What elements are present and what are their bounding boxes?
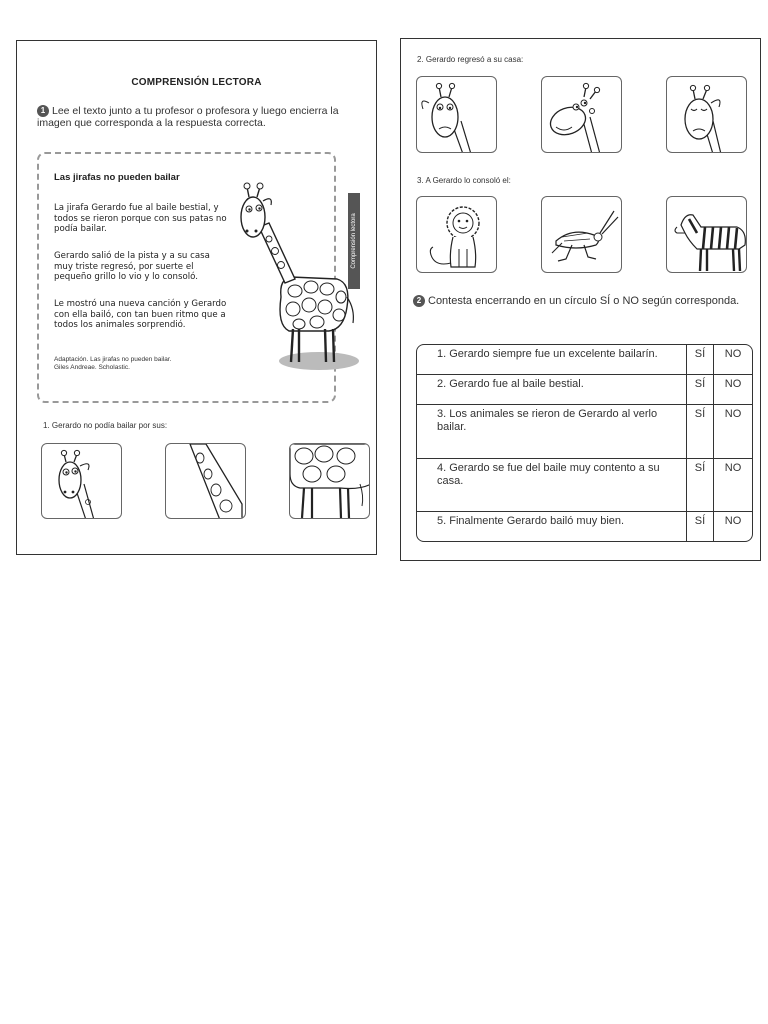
- instruction-2: [413, 295, 743, 308]
- credit-line-2: Giles Andreae. Scholastic.: [54, 364, 130, 371]
- giraffe-head-icon: [42, 444, 122, 519]
- question-3: 3. A Gerardo lo consoló el:: [417, 176, 511, 185]
- no-option[interactable]: NO: [714, 405, 753, 458]
- no-option[interactable]: NO: [714, 374, 753, 404]
- q3-option-cricket[interactable]: [541, 196, 622, 273]
- q2-option-1[interactable]: [416, 76, 497, 153]
- q1-option-neck[interactable]: [165, 443, 246, 519]
- worksheet-page-1: [16, 40, 377, 555]
- statement-cell: 2. Gerardo fue al baile bestial.: [417, 374, 687, 404]
- cricket-icon: [542, 197, 622, 273]
- giraffe-illustration: [229, 179, 359, 379]
- no-option[interactable]: NO: [714, 345, 753, 374]
- si-option[interactable]: SÍ: [687, 458, 714, 511]
- instruction-number-badge-2: 2: [413, 295, 425, 307]
- table-row: [417, 345, 752, 374]
- statement-cell: 4. Gerardo se fue del baile muy contento a su casa.: [417, 458, 687, 511]
- si-option[interactable]: SÍ: [687, 512, 714, 541]
- q1-option-head[interactable]: [41, 443, 122, 519]
- instruction-number-badge: 1: [37, 105, 49, 117]
- table-row: [417, 374, 752, 404]
- giraffe-sad-icon: [667, 77, 747, 153]
- no-option[interactable]: NO: [714, 512, 753, 541]
- question-2: 2. Gerardo regresó a su casa:: [417, 55, 524, 64]
- si-option[interactable]: SÍ: [687, 405, 714, 458]
- credit-line-1: Adaptación. Las jirafas no pueden bailar.: [54, 356, 172, 363]
- no-option[interactable]: NO: [714, 458, 753, 511]
- si-option[interactable]: SÍ: [687, 345, 714, 374]
- table-row: [417, 405, 752, 458]
- table-row: [417, 458, 752, 511]
- page-title: COMPRENSIÓN LECTORA: [131, 77, 262, 88]
- giraffe-happy-icon: [542, 77, 622, 153]
- story-credit: [54, 356, 171, 372]
- q1-option-legs[interactable]: [289, 443, 370, 519]
- q3-option-lion[interactable]: [416, 196, 497, 273]
- question-1: 1. Gerardo no podía bailar por sus:: [43, 421, 168, 430]
- q3-option-zebra[interactable]: [666, 196, 747, 273]
- statement-cell: 5. Finalmente Gerardo bailó muy bien.: [417, 512, 687, 541]
- statement-cell: 3. Los animales se rieron de Gerardo al verlo bailar.: [417, 405, 687, 458]
- story-paragraph-2: Gerardo salió de la pista y a su casa muy triste regresó, por suerte el pequeño grillo lo vio y lo consoló.: [54, 251, 210, 282]
- giraffe-legs-icon: [290, 444, 370, 519]
- side-tab-label: Comprensión lectora: [351, 213, 357, 269]
- giraffe-worried-icon: [417, 77, 497, 153]
- lion-icon: [417, 197, 497, 273]
- q2-option-2[interactable]: [541, 76, 622, 153]
- instruction-2-text: Contesta encerrando en un círculo SÍ o NO según corresponda.: [428, 295, 740, 307]
- answer-table: [416, 344, 753, 542]
- instruction-1: [37, 105, 357, 129]
- story-title: Las jirafas no pueden bailar: [54, 172, 180, 183]
- instruction-1-text: Lee el texto junto a tu profesor o profesora y luego encierra la imagen que corresponda a la respuesta correcta.: [37, 105, 339, 130]
- q2-option-3[interactable]: [666, 76, 747, 153]
- table-row: [417, 512, 752, 541]
- story-paragraph-1: La jirafa Gerardo fue al baile bestial, y todos se rieron porque con sus patas no podía bailar.: [54, 203, 227, 234]
- giraffe-neck-icon: [166, 444, 246, 519]
- si-option[interactable]: SÍ: [687, 374, 714, 404]
- zebra-icon: [667, 197, 747, 273]
- story-paragraph-3: Le mostró una nueva canción y Gerardo con ella bailó, con tan buen ritmo que a todos los animales sorprendió.: [54, 299, 227, 330]
- worksheet-page-2: [400, 38, 761, 561]
- statement-cell: 1. Gerardo siempre fue un excelente bailarín.: [417, 345, 687, 374]
